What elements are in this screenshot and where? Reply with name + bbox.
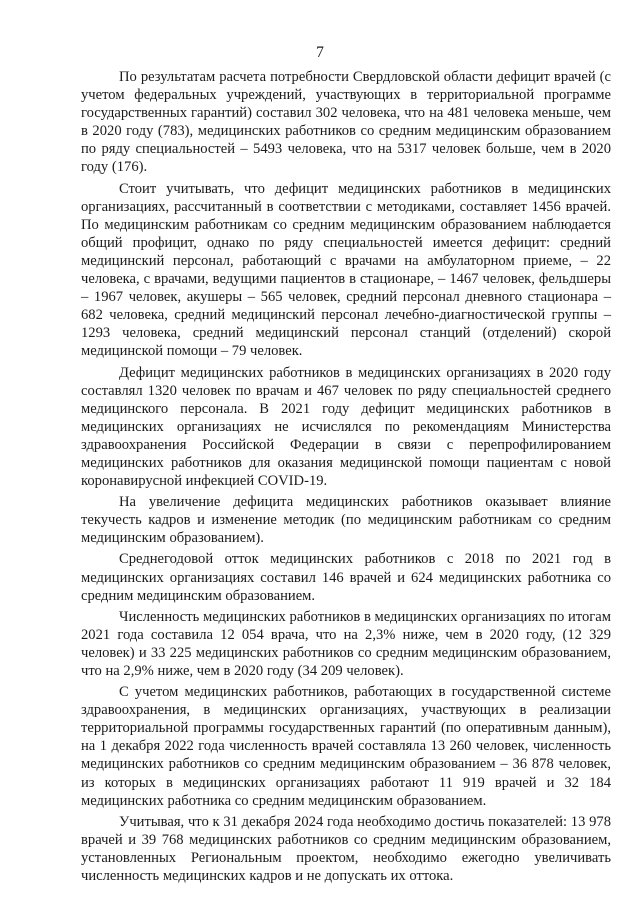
document-body: [81, 68, 611, 888]
paragraph-2024-targets: Учитывая, что к 31 декабря 2024 года необходимо достичь показателей: 13 978 врачей и 39 768 медицинских работников со средним медицинским образованием, установленных Региональным проектом, необходимо ежегодно увеличивать численность медицинских кадров и не допускать их оттока.: [81, 813, 611, 885]
paragraph-2021-headcount: Численность медицинских работников в медицинских организациях по итогам 2021 года составила 12 054 врача, что на 2,3% ниже, чем в 2020 году, (12 329 человек) и 33 225 медицинских работников со средним медицинским образованием, что на 2,9% ниже, чем в 2020 году (34 209 человек).: [81, 608, 611, 679]
page-number: 7: [316, 44, 324, 61]
paragraph-deficit-growth: На увеличение дефицита медицинских работников оказывает влияние текучесть кадров и изменение методик (по медицинским работникам со средним медицинским образованием).: [81, 494, 611, 547]
paragraph-annual-outflow: Среднегодовой отток медицинских работников с 2018 по 2021 год в медицинских организациях составил 146 врачей и 624 медицинских работника со средним медицинским образованием.: [81, 551, 611, 604]
paragraph-2020-deficit: Дефицит медицинских работников в медицинских организациях в 2020 году составлял 1320 человек по врачам и 467 человек по ряду специальностей среднего медицинского персонала. В 2021 году дефицит медицинских работников в медицинских организациях не исчислялся по рекомендациям Министерства здравоохранения Российской Федерации в связи с перепрофилированием медицинских работников для оказания медицинской помощи пациентам с новой коронавирусной инфекцией COVID-19.: [81, 364, 611, 490]
paragraph-2022-headcount: С учетом медицинских работников, работающих в государственной системе здравоохранения, в медицинских организациях, участвующих в реализации территориальной программы государственных гарантий (по оперативным данным), на 1 декабря 2022 года численность врачей составляла 13 260 человек, численность медицинских работников со средним медицинским образованием – 36 878 человек, из которых в медицинских организациях работают 11 919 врачей и 32 184 медицинских работника со средним медицинским образованием.: [81, 684, 611, 809]
paragraph-methodology-deficit: Стоит учитывать, что дефицит медицинских работников в медицинских организациях, рассчитанный в соответствии с методиками, составляет 1456 врачей. По медицинским работникам со средним медицинским образованием наблюдается общий профицит, однако по ряду специальностей имеется дефицит: средний медицинский персонал, работающий с врачами на амбулаторном приеме, – 22 человека, с врачами, ведущими пациентов в стационаре, – 1467 человек, фельдшеры – 1967 человек, акушеры – 565 человек, средний персонал дневного стационара – 682 человека, средний медицинский персонал лечебно-диагностической группы – 1293 человека, средний медицинский персонал станций (отделений) скорой медицинской помощи – 79 человек.: [81, 180, 611, 360]
paragraph-doctor-deficit: По результатам расчета потребности Свердловской области дефицит врачей (с учетом федеральных учреждений, участвующих в территориальной программе государственных гарантий) составил 302 человека, что на 481 человека меньше, чем в 2020 году (783), медицинских работников со средним медицинским образованием по ряду специальностей – 5493 человека, что на 5317 человек больше, чем в 2020 году (176).: [81, 69, 611, 176]
